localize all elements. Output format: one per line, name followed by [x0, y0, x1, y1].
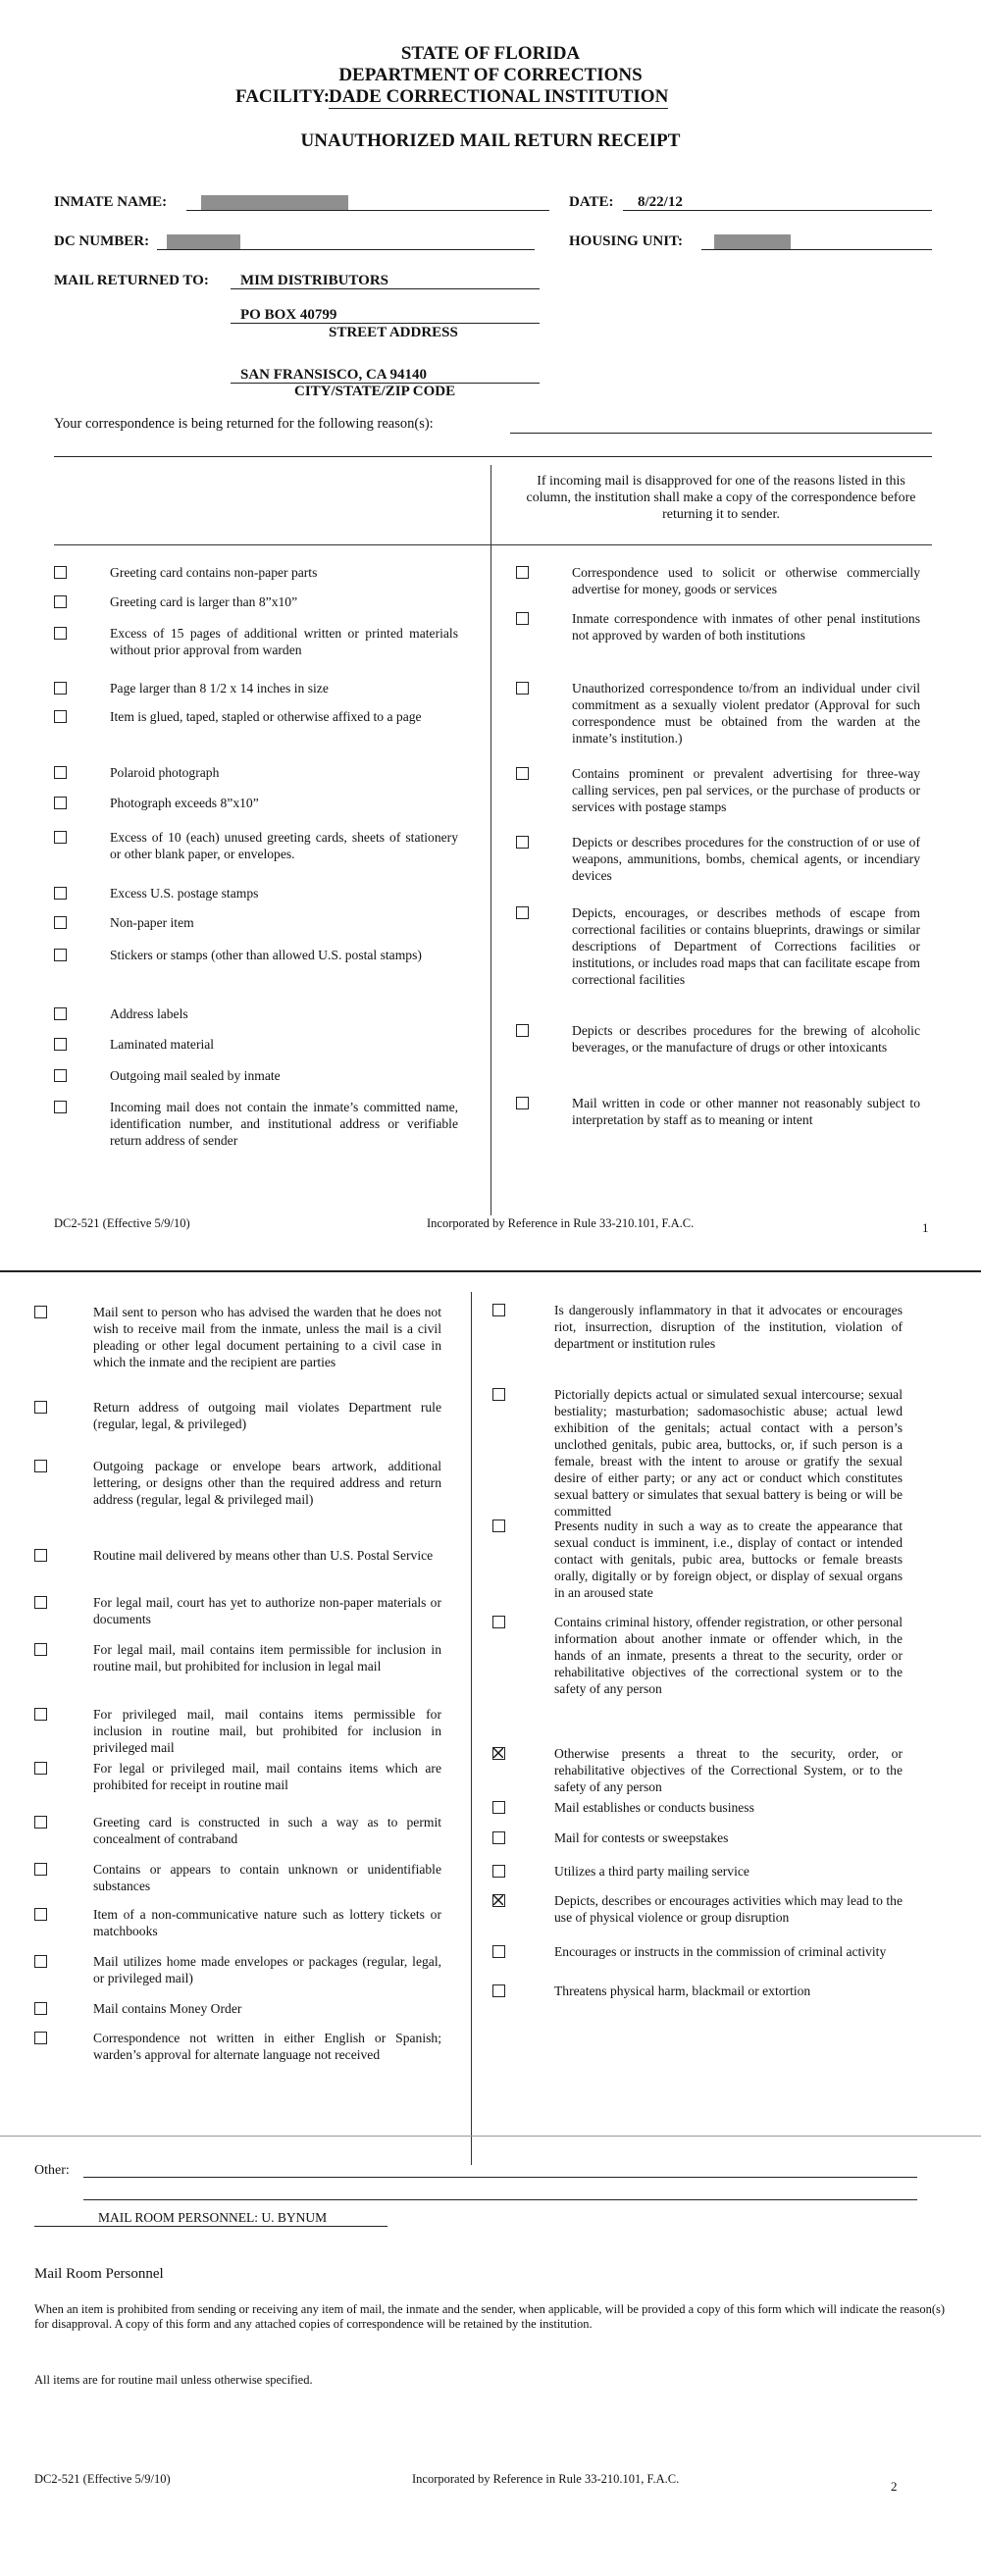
p2-left-checkbox-3[interactable]: [34, 1460, 47, 1472]
street-line: [231, 323, 540, 324]
p1-right-checkbox-5[interactable]: [516, 836, 529, 849]
date-line: [623, 210, 932, 211]
x-mark-icon: [493, 1895, 503, 1905]
other-line-1: [83, 2177, 917, 2178]
form-page-2: [0, 1270, 981, 2576]
p1-left-reason-12: Address labels: [110, 1006, 188, 1021]
p1-left-checkbox-15[interactable]: [54, 1101, 67, 1113]
other-line-2: [83, 2199, 917, 2200]
p1-right-checkbox-3[interactable]: [516, 682, 529, 695]
other-label: Other:: [34, 2163, 70, 2178]
p2-left-reason-14: Correspondence not written in either English or Spanish; warden’s approval for alternate language not received: [93, 2031, 441, 2062]
rule-reference-2: Incorporated by Reference in Rule 33-210.101, F.A.C.: [412, 2472, 680, 2486]
p1-left-reason-9: Excess U.S. postage stamps: [110, 886, 259, 901]
inmate-name-label: INMATE NAME:: [54, 194, 168, 210]
p2-left-checkbox-12[interactable]: [34, 1955, 47, 1968]
column-divider-2: [471, 1292, 472, 2165]
p2-right-checkbox-6[interactable]: [492, 1801, 505, 1814]
p2-right-reason-9: Depicts, describes or encourages activities which may lead to the use of physical violence or group disruption: [554, 1893, 903, 1925]
p1-left-checkbox-4[interactable]: [54, 682, 67, 695]
p2-left-reason-9: Greeting card is constructed in such a way as to permit concealment of contraband: [93, 1815, 441, 1846]
form-page-1: [0, 0, 981, 1270]
p2-left-checkbox-8[interactable]: [34, 1762, 47, 1775]
p2-left-reason-2: Return address of outgoing mail violates Department rule (regular, legal, & privileged): [93, 1400, 441, 1431]
p1-left-checkbox-5[interactable]: [54, 710, 67, 723]
dc-number-line: [157, 249, 535, 250]
p2-right-checkbox-10[interactable]: [492, 1945, 505, 1958]
p2-right-checkbox-9[interactable]: [492, 1894, 505, 1907]
rule-reference: Incorporated by Reference in Rule 33-210.101, F.A.C.: [427, 1216, 695, 1230]
street-address-label: STREET ADDRESS: [329, 325, 458, 340]
p1-right-reason-2: Inmate correspondence with inmates of other penal institutions not approved by warden of both institutions: [572, 611, 920, 643]
p1-left-reason-5: Item is glued, taped, stapled or otherwise affixed to a page: [110, 709, 422, 724]
p1-right-reason-6: Depicts, encourages, or describes methods of escape from correctional facilities or contains blueprints, drawings or similar descriptions of Department of Corrections facilities or institutions, or includes road maps that can facilitate escape from correctional facilities: [572, 905, 920, 987]
p1-right-checkbox-1[interactable]: [516, 566, 529, 579]
p2-left-reason-5: For legal mail, court has yet to authorize non-paper materials or documents: [93, 1595, 441, 1626]
p2-right-checkbox-8[interactable]: [492, 1865, 505, 1878]
p2-left-reason-8: For legal or privileged mail, mail contains items which are prohibited for receipt in routine mail: [93, 1761, 441, 1792]
p2-left-reason-3: Outgoing package or envelope bears artwork, additional lettering, or designs other than the required address and return address (regular, legal & privileged mail): [93, 1459, 441, 1507]
facility-value: DADE CORRECTIONAL INSTITUTION: [329, 86, 669, 107]
p2-left-reason-1: Mail sent to person who has advised the warden that he does not wish to receive mail from the inmate, unless the mail is a civil pleading or other legal document pertaining to a civil case in which the inmate and the recipient are parties: [93, 1305, 441, 1369]
state-heading: STATE OF FLORIDA: [400, 43, 581, 64]
p1-left-reason-1: Greeting card contains non-paper parts: [110, 565, 318, 580]
returned-to-line: [231, 288, 540, 289]
p2-left-reason-11: Item of a non-communicative nature such as lottery tickets or matchbooks: [93, 1907, 441, 1938]
p1-left-reason-2: Greeting card is larger than 8”x10”: [110, 594, 298, 609]
personnel-line: [34, 2226, 387, 2227]
city-value: SAN FRANSISCO, CA 94140: [240, 367, 428, 383]
p1-right-checkbox-8[interactable]: [516, 1097, 529, 1109]
p1-right-checkbox-2[interactable]: [516, 612, 529, 625]
p1-left-reason-3: Excess of 15 pages of additional written or printed materials without prior approval from warden: [110, 626, 458, 657]
returned-to-value: MIM DISTRIBUTORS: [240, 273, 389, 288]
page-number-2: 2: [891, 2479, 898, 2494]
date-value: 8/22/12: [638, 194, 683, 210]
p2-right-checkbox-4[interactable]: [492, 1616, 505, 1628]
street-value: PO BOX 40799: [240, 307, 337, 323]
divider-line: [54, 544, 932, 545]
p2-left-reason-13: Mail contains Money Order: [93, 2001, 242, 2016]
p1-left-checkbox-14[interactable]: [54, 1069, 67, 1082]
p2-right-checkbox-7[interactable]: [492, 1831, 505, 1844]
redacted-inmate-name: [201, 195, 348, 210]
p2-left-reason-12: Mail utilizes home made envelopes or packages (regular, legal, or privileged mail): [93, 1954, 441, 1985]
form-id-2: DC2-521 (Effective 5/9/10): [34, 2472, 171, 2486]
dc-number-label: DC NUMBER:: [54, 233, 150, 249]
fold-line: [0, 2136, 981, 2137]
p1-right-reason-3: Unauthorized correspondence to/from an individual under civil commitment as a sexually violent predator (Approval for such correspondence must be obtained from the warden at the inmate’s institution.): [572, 681, 920, 746]
department-heading: DEPARTMENT OF CORRECTIONS: [338, 65, 643, 85]
reason-line-2: [54, 456, 932, 457]
p2-right-reason-1: Is dangerously inflammatory in that it advocates or encourages riot, insurrection, disruption of the institution, violation of department or institution rules: [554, 1303, 903, 1351]
inmate-name-line: [186, 210, 549, 211]
p1-right-reason-4: Contains prominent or prevalent advertising for three-way calling services, pen pal services, or the purchase of products or services with postage stamps: [572, 766, 920, 814]
city-state-zip-label: CITY/STATE/ZIP CODE: [294, 384, 456, 399]
p1-left-checkbox-13[interactable]: [54, 1038, 67, 1051]
p1-left-checkbox-10[interactable]: [54, 916, 67, 929]
housing-unit-line: [701, 249, 932, 250]
p1-left-reason-14: Outgoing mail sealed by inmate: [110, 1068, 281, 1083]
p2-left-checkbox-9[interactable]: [34, 1816, 47, 1829]
p1-right-checkbox-6[interactable]: [516, 906, 529, 919]
p1-left-reason-6: Polaroid photograph: [110, 765, 220, 780]
p2-right-reason-3: Presents nudity in such a way as to create the appearance that sexual conduct is imminent, i.e., display of contact or intended contact with genitals, pubic area, buttocks or female breasts orally, digitally or by foreign object, or display of sexual organs in an aroused state: [554, 1519, 903, 1600]
p2-left-checkbox-2[interactable]: [34, 1401, 47, 1414]
redacted-housing-unit: [714, 234, 791, 249]
p2-right-reason-7: Mail for contests or sweepstakes: [554, 1830, 729, 1845]
p2-right-checkbox-11[interactable]: [492, 1984, 505, 1997]
p2-right-checkbox-2[interactable]: [492, 1388, 505, 1401]
form-title: UNAUTHORIZED MAIL RETURN RECEIPT: [300, 130, 681, 151]
p1-right-checkbox-7[interactable]: [516, 1024, 529, 1037]
column-divider: [490, 465, 491, 1215]
p2-left-checkbox-5[interactable]: [34, 1596, 47, 1609]
p1-left-reason-10: Non-paper item: [110, 915, 194, 930]
p1-left-checkbox-3[interactable]: [54, 627, 67, 640]
p2-left-reason-4: Routine mail delivered by means other than U.S. Postal Service: [93, 1548, 434, 1563]
p2-left-checkbox-1[interactable]: [34, 1306, 47, 1318]
p2-left-checkbox-11[interactable]: [34, 1908, 47, 1921]
reason-line-1: [510, 433, 932, 434]
redacted-dc-number: [167, 234, 240, 249]
p1-left-reason-11: Stickers or stamps (other than allowed U.S. postal stamps): [110, 948, 422, 962]
p2-left-checkbox-6[interactable]: [34, 1643, 47, 1656]
p2-left-reason-7: For privileged mail, mail contains items permissible for inclusion in routine mail, but prohibited for inclusion in privileged mail: [93, 1707, 441, 1755]
page-number: 1: [922, 1220, 929, 1235]
p1-right-reason-7: Depicts or describes procedures for the brewing of alcoholic beverages, or the manufacture of drugs or other intoxicants: [572, 1023, 920, 1055]
p2-left-checkbox-4[interactable]: [34, 1549, 47, 1562]
date-label: DATE:: [569, 194, 614, 210]
p1-left-checkbox-11[interactable]: [54, 949, 67, 961]
p2-left-checkbox-13[interactable]: [34, 2002, 47, 2015]
p2-left-checkbox-7[interactable]: [34, 1708, 47, 1721]
p2-right-reason-10: Encourages or instructs in the commission of criminal activity: [554, 1944, 887, 1959]
p2-left-reason-10: Contains or appears to contain unknown or unidentifiable substances: [93, 1862, 441, 1893]
copy-note: If incoming mail is disapproved for one of the reasons listed in this column, the institution shall make a copy of the correspondence before returning it to sender.: [526, 474, 916, 522]
p2-right-checkbox-3[interactable]: [492, 1520, 505, 1532]
p2-right-checkbox-5[interactable]: [492, 1747, 505, 1760]
p1-left-checkbox-12[interactable]: [54, 1007, 67, 1020]
p1-left-reason-7: Photograph exceeds 8”x10”: [110, 796, 259, 810]
p1-left-reason-8: Excess of 10 (each) unused greeting cards, sheets of stationery or other blank paper, or envelopes.: [110, 830, 458, 861]
p1-right-reason-8: Mail written in code or other manner not reasonably subject to interpretation by staff as to meaning or intent: [572, 1096, 920, 1127]
notice-text: When an item is prohibited from sending or receiving any item of mail, the inmate and the sender, when applicable, will be provided a copy of this form which will indicate the reason(s) for disapproval. A copy of this form and any attached copies of correspondence will be retained by the institution.: [34, 2302, 946, 2331]
p1-left-checkbox-1[interactable]: [54, 566, 67, 579]
p1-left-reason-4: Page larger than 8 1/2 x 14 inches in size: [110, 681, 329, 696]
p2-right-reason-5: Otherwise presents a threat to the security, order, or rehabilitative objectives of the Correctional System, or to the safety of any person: [554, 1746, 903, 1794]
p2-left-checkbox-10[interactable]: [34, 1863, 47, 1876]
p1-left-checkbox-2[interactable]: [54, 595, 67, 608]
p2-right-reason-2: Pictorially depicts actual or simulated sexual intercourse; sexual bestiality; masturbation; sadomasochistic abuse; actual lewd exhibition of the genitals; actual contact with a person’s unclothed genitals, pubic area, buttocks, or, if such person is a female, breast with the intent to arouse or gratify the sexual desire of either party; or any act or conduct which constitutes sexual battery or simulates that sexual battery is being or will be committed: [554, 1387, 903, 1519]
personnel-value: MAIL ROOM PERSONNEL: U. BYNUM: [98, 2210, 328, 2225]
p1-right-reason-5: Depicts or describes procedures for the construction of or use of weapons, ammunitions, bombs, chemical agents, or incendiary devices: [572, 835, 920, 883]
p2-right-reason-6: Mail establishes or conducts business: [554, 1800, 754, 1815]
x-mark-icon: [493, 1748, 503, 1758]
personnel-label: Mail Room Personnel: [34, 2266, 164, 2282]
p2-right-reason-8: Utilizes a third party mailing service: [554, 1864, 749, 1879]
p1-right-checkbox-4[interactable]: [516, 767, 529, 780]
facility-label: FACILITY:: [235, 86, 331, 107]
p2-right-reason-4: Contains criminal history, offender registration, or other personal information about another inmate or offender which, in the hands of an inmate, presents a threat to the security, order or rehabilitative objectives of the correctional system or to the safety of any person: [554, 1615, 903, 1696]
p1-left-checkbox-7[interactable]: [54, 797, 67, 809]
p1-left-checkbox-8[interactable]: [54, 831, 67, 844]
p1-left-reason-15: Incoming mail does not contain the inmate’s committed name, identification number, and institutional address or verifiable return address of sender: [110, 1100, 458, 1148]
p2-left-checkbox-14[interactable]: [34, 2032, 47, 2044]
p1-right-reason-1: Correspondence used to solicit or otherwise commercially advertise for money, goods or services: [572, 565, 920, 596]
routine-note: All items are for routine mail unless otherwise specified.: [34, 2373, 313, 2387]
p1-left-reason-13: Laminated material: [110, 1037, 215, 1052]
p2-right-checkbox-1[interactable]: [492, 1304, 505, 1316]
housing-unit-label: HOUSING UNIT:: [569, 233, 683, 249]
p2-right-reason-11: Threatens physical harm, blackmail or extortion: [554, 1984, 811, 1998]
p1-left-checkbox-6[interactable]: [54, 766, 67, 779]
p1-left-checkbox-9[interactable]: [54, 887, 67, 900]
form-id: DC2-521 (Effective 5/9/10): [54, 1216, 190, 1230]
reason-intro: Your correspondence is being returned for the following reason(s):: [54, 416, 434, 432]
p2-left-reason-6: For legal mail, mail contains item permissible for inclusion in routine mail, but prohibited for inclusion in legal mail: [93, 1642, 441, 1674]
returned-to-label: MAIL RETURNED TO:: [54, 273, 209, 288]
